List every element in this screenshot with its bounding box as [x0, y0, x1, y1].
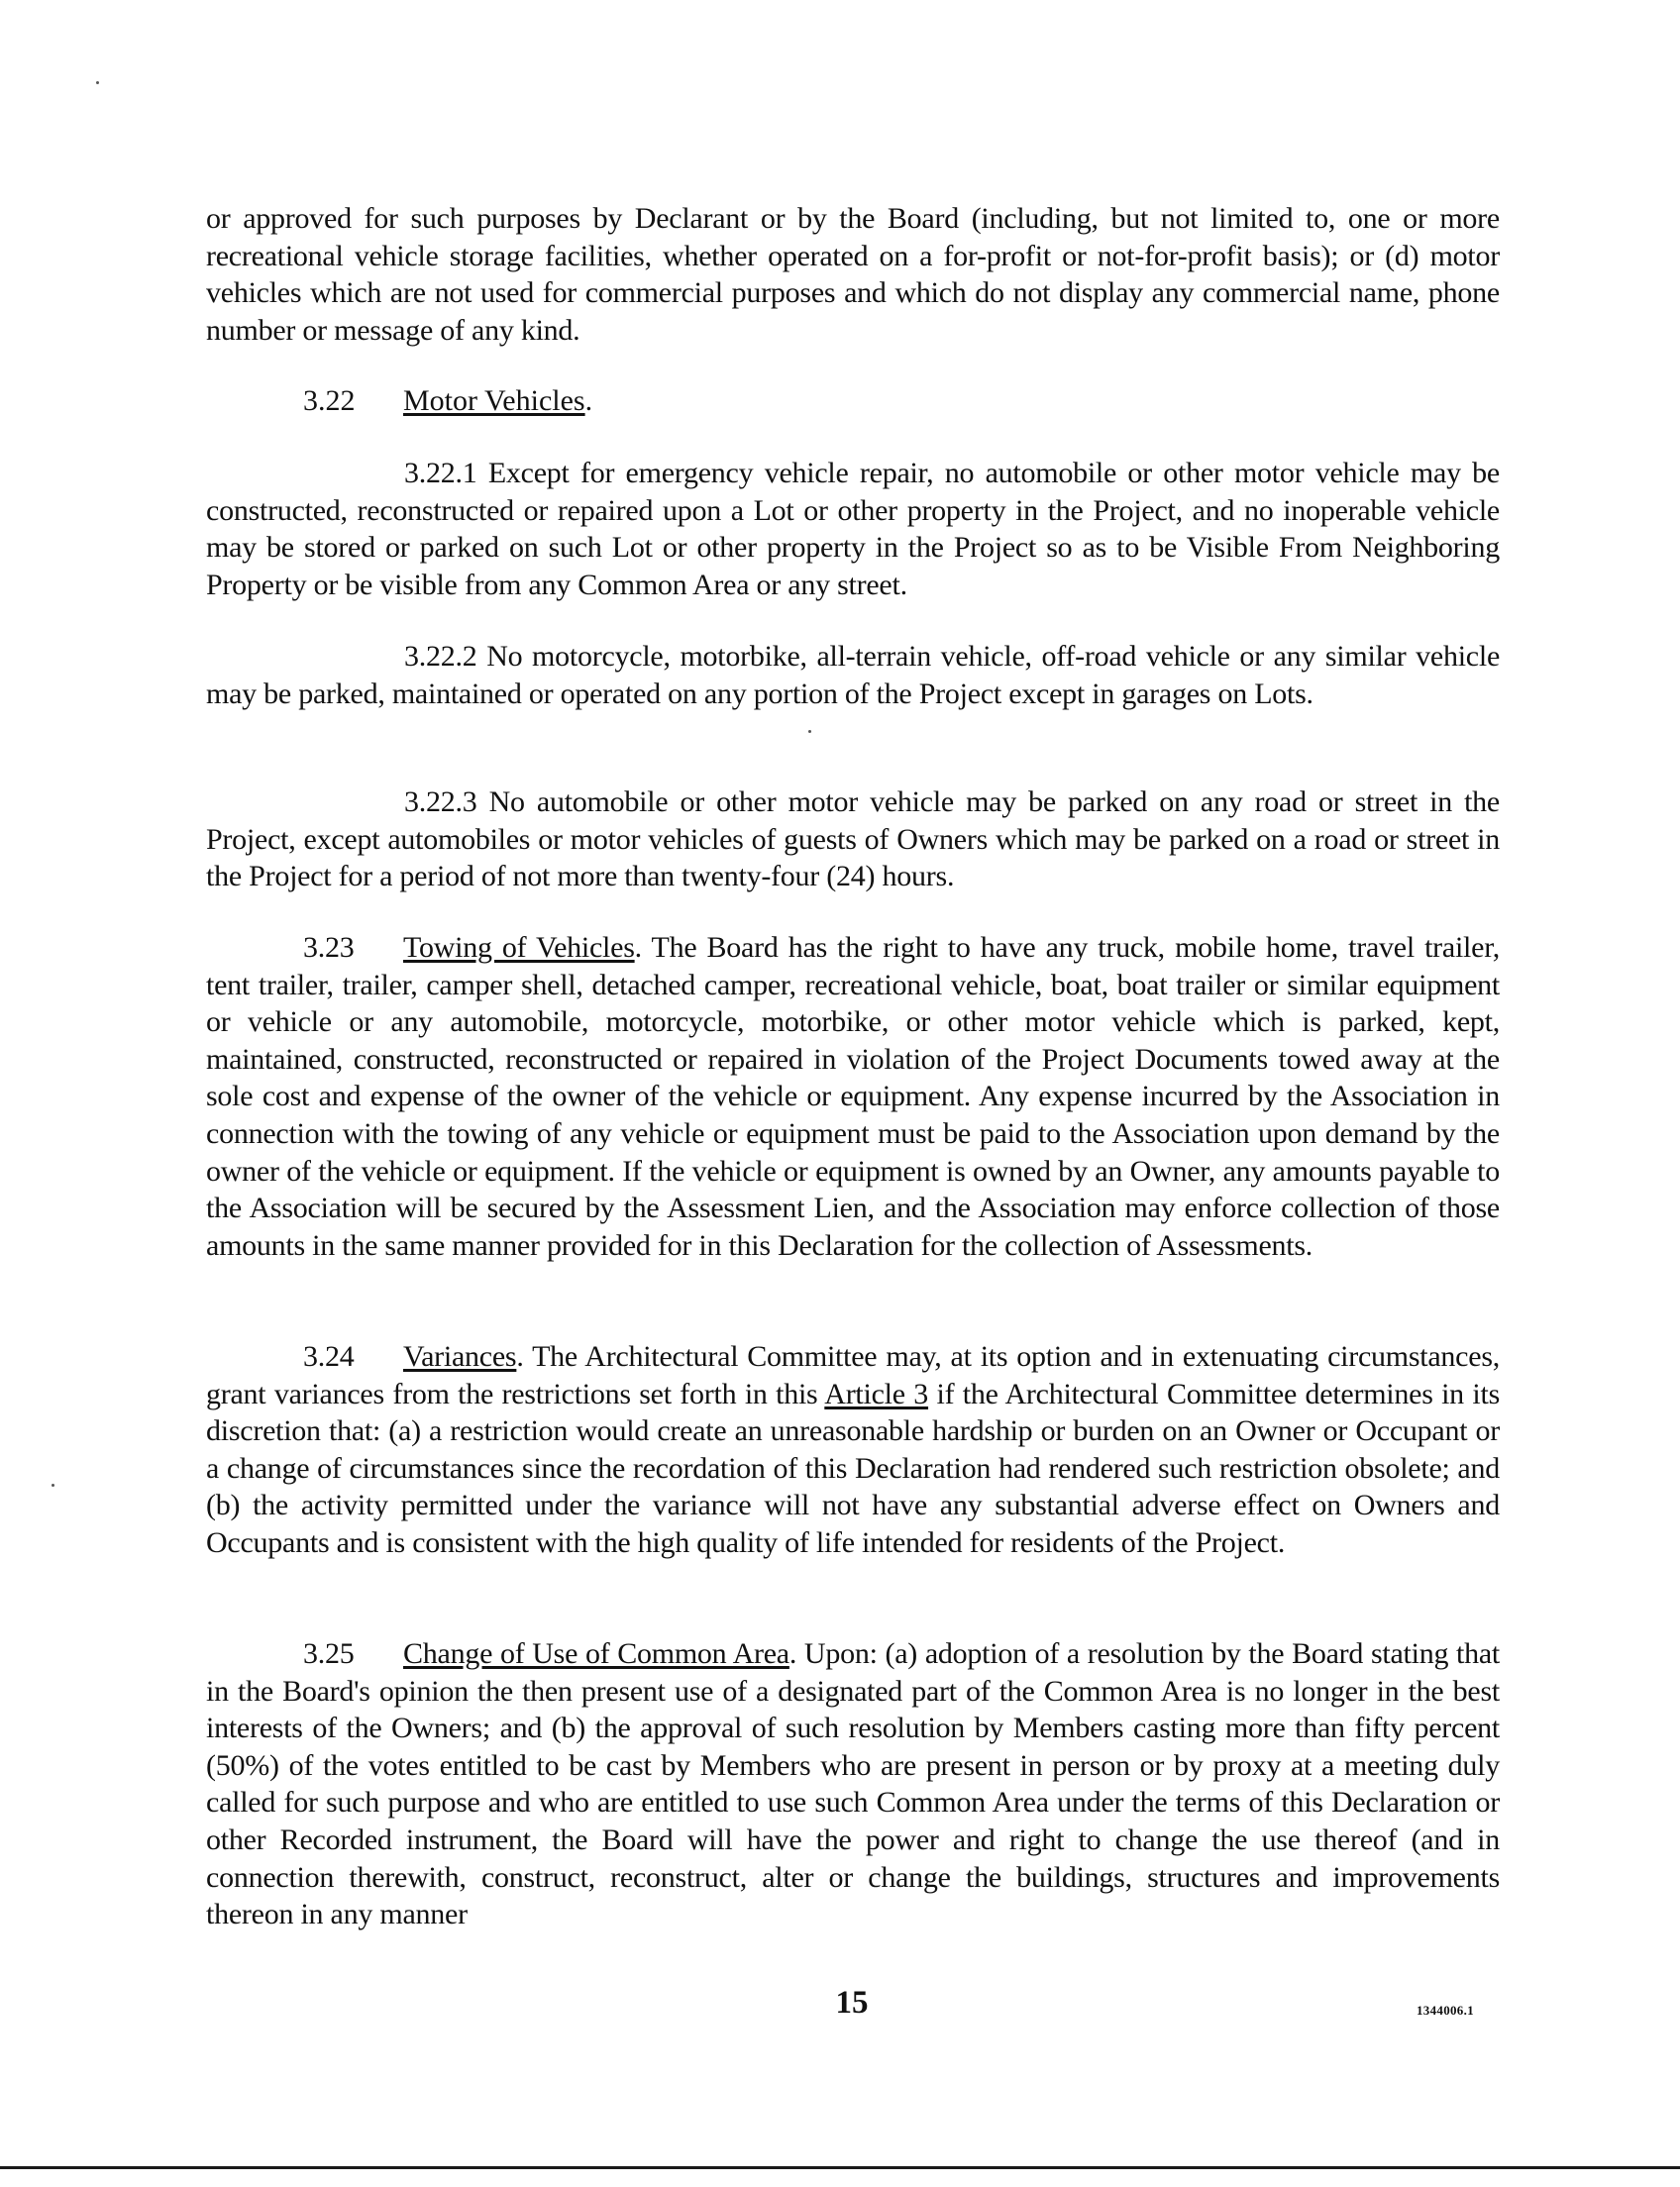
section-title: Change of Use of Common Area — [403, 1637, 789, 1670]
section-number: 3.22 — [303, 384, 356, 417]
section-text: . Upon: (a) adoption of a resolution by the Board stating that in the Board's opinion the then present use of a designated part of the Common Area is no longer in the best interests of the Owners; and (b) the approval of such resolution by Members casting more than fifty percent (50%) of the votes entitled to be cast by Members who are present in person or by proxy at a meeting duly called for such purpose and who are entitled to use such Common Area under the terms of this Declaration or other Recorded instrument, the Board will have the power and right to change the use thereof (and in connection therewith, construct, reconstruct, alter or change the buildings, structures and improvements thereon in any manner — [206, 1637, 1500, 1931]
section-3-22-2 — [206, 638, 1500, 712]
section-text: . The Board has the right to have any truck, mobile home, travel trailer, tent trailer, trailer, camper shell, detached camper, recreational vehicle, boat, boat trailer or similar equipment or vehicle or any automobile, motorcycle, motorbike, or other motor vehicle which is parked, kept, maintained, constructed, reconstructed or repaired in violation of the Project Documents towed away at the sole cost and expense of the owner of the vehicle or equipment. Any expense incurred by the Association in connection with the towing of any vehicle or equipment must be paid to the Association upon demand by the owner of the vehicle or equipment. If the vehicle or equipment is owned by an Owner, any amounts payable to the Association will be secured by the Assessment Lien, and the Association may enforce collection of those amounts in the same manner provided for in this Declaration for the collection of Assessments. — [206, 931, 1500, 1262]
section-3-24 — [206, 1338, 1500, 1562]
paragraph-continued: or approved for such purposes by Declarant or by the Board (including, but not limited to, one or more recreational vehicle storage facilities, whether operated on a for-profit or not-for-profit basis); or (d) motor vehicles which are not used for commercial purposes and which do not display any commercial name, phone number or message of any kind. — [206, 202, 1500, 347]
article-reference: Article 3 — [824, 1377, 929, 1410]
section-3-22-heading — [303, 382, 592, 420]
section-text: . The Architectural Committee may, at its option and in extenuating circumstances, grant variances from the restrictions set forth in this — [206, 1340, 1500, 1410]
section-title: Towing of Vehicles — [403, 931, 635, 964]
section-text-continued: if the Architectural Committee determines in its discretion that: (a) a restriction would create an unreasonable hardship or burden on an Owner or Occupant or a change of circumstances since the recordation of this Declaration had rendered such restriction obsolete; and (b) the activity permitted under the variance will not have any substantial adverse effect on Owners and Occupants and is consistent with the high quality of life intended for residents of the Project. — [206, 1377, 1500, 1559]
section-title: Variances — [403, 1340, 517, 1373]
section-number: 3.22.1 — [404, 457, 477, 489]
document-id: 1344006.1 — [1417, 2003, 1474, 2018]
scan-speck — [52, 1484, 54, 1487]
section-3-23 — [206, 929, 1500, 1264]
section-text: No automobile or other motor vehicle may be parked on any road or street in the Project, except automobiles or motor vehicles of guests of Owners which may be parked on a road or street in the Project for a period of not more than twenty-four (24) hours. — [206, 785, 1501, 893]
scan-speck — [808, 730, 811, 733]
section-text: Except for emergency vehicle repair, no automobile or other motor vehicle may be constructed, reconstructed or repaired upon a Lot or other property in the Project, and no inoperable vehicle may be stored or parked on such Lot or other property in the Project so as to be Visible From Neighboring Property or be visible from any Common Area or any street. — [206, 457, 1500, 601]
scan-speck — [96, 81, 99, 84]
section-text: No motorcycle, motorbike, all-terrain vehicle, off-road vehicle or any similar vehicle may be parked, maintained or operated on any portion of the Project except in garages on Lots. — [206, 640, 1501, 710]
scan-bottom-edge — [0, 2166, 1680, 2169]
section-title-suffix: . — [584, 384, 593, 417]
section-number: 3.22.2 — [404, 640, 477, 673]
section-number: 3.25 — [303, 1637, 355, 1670]
section-title: Motor Vehicles — [403, 384, 585, 417]
section-number: 3.23 — [303, 931, 355, 964]
section-number: 3.24 — [303, 1340, 355, 1373]
section-3-22-3 — [206, 783, 1500, 895]
section-3-25 — [206, 1635, 1500, 1933]
page-number: 15 — [835, 1985, 869, 2021]
section-number: 3.22.3 — [404, 785, 477, 818]
section-3-22-1 — [206, 455, 1500, 603]
